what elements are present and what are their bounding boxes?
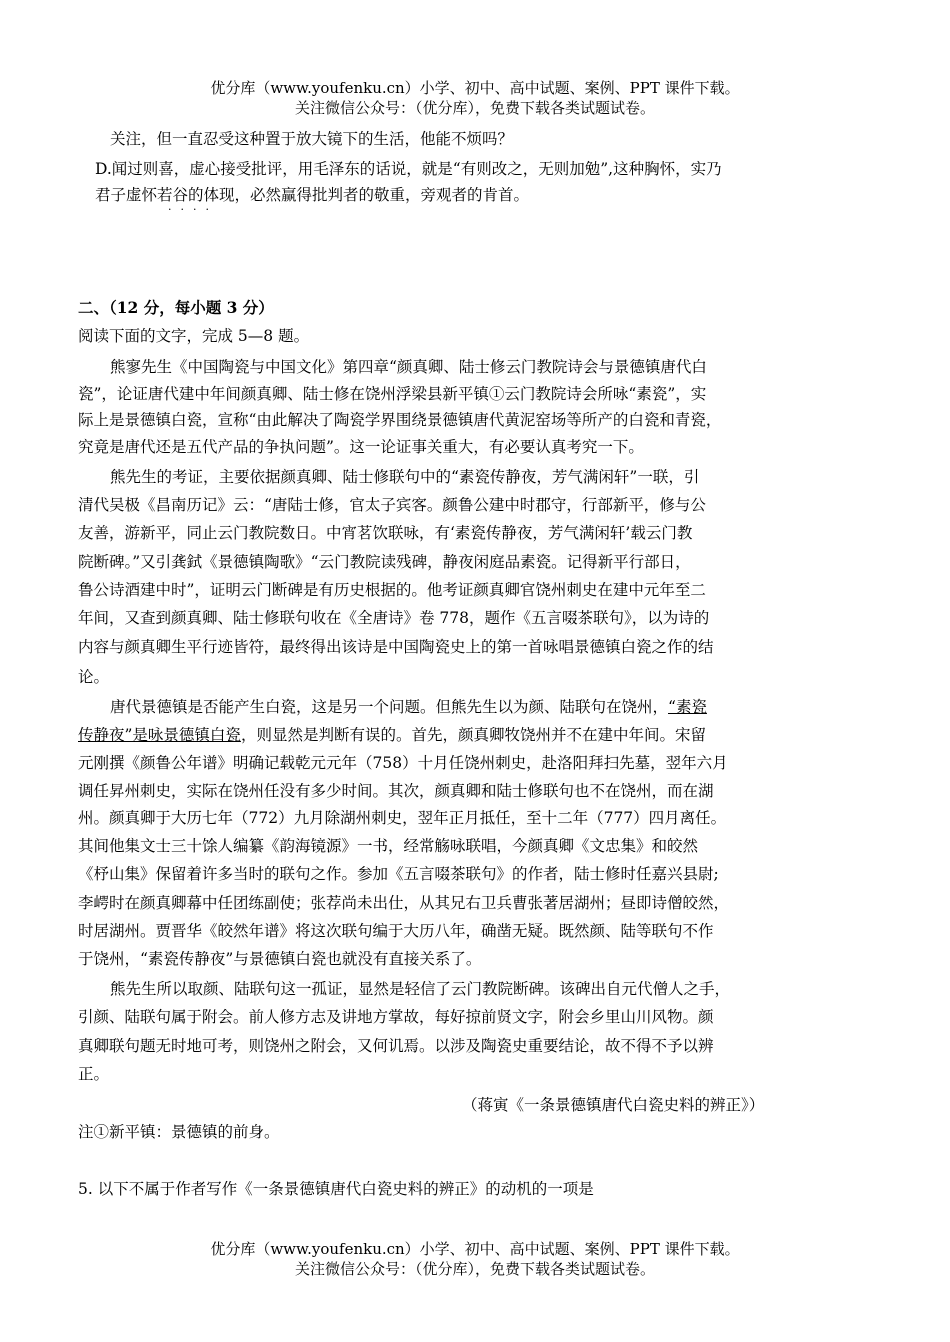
article-paragraph-1-line: 熊寥先生《中国陶瓷与中国文化》第四章“颜真卿、陆士修云门教院诗会与景德镇唐代白 <box>110 358 707 376</box>
article-paragraph-3-line: 其间他集文士三十馀人编纂《韵海镜源》一书，经常觞咏联唱，今颜真卿《文忠集》和皎然 <box>78 837 699 855</box>
article-paragraph-3-line: 元刚撰《颜鲁公年谱》明确记载乾元元年（758）十月任饶州刺史，赴洛阳拜扫先墓，翌年六月 <box>78 754 728 772</box>
article-source: （蒋寅《一条景德镇唐代白瓷史料的辨正》） <box>462 1096 765 1114</box>
option-d-line-1: D.闻过则喜，虚心接受批评，用毛泽东的话说，就是“有则改之，无则加勉”,这种胸怀，实乃 <box>95 160 722 178</box>
article-paragraph-4-line: 引颜、陆联句属于附会。前人修方志及讲地方掌故，每好掠前贤文字，附会乡里山川风物。颜 <box>78 1008 714 1026</box>
article-paragraph-3-line: 时居湖州。贾晋华《皎然年谱》将这次联句编于大历八年，确凿无疑。既然颜、陆等联句不作 <box>78 922 714 940</box>
article-paragraph-1-line: 瓷”，论证唐代建中年间颜真卿、陆士修在饶州浮梁县新平镇①云门教院诗会所咏“素瓷”，实 <box>78 385 707 403</box>
article-paragraph-1-line: 究竟是唐代还是五代产品的争执问题”。这一论证事关重大，有必要认真考究一下。 <box>78 438 644 456</box>
article-paragraph-2-line: 友善，游新平，同止云门教院数日。中宵茗饮联咏，有‘素瓷传静夜，芳气满闲轩’载云门教 <box>78 524 693 542</box>
article-paragraph-2-line: 内容与颜真卿生平行迹皆符，最终得出该诗是中国陶瓷史上的第一首咏唱景德镇白瓷之作的结 <box>78 638 714 656</box>
article-paragraph-3-line: 调任昇州刺史，实际在饶州任没有多少时间。其次，颜真卿和陆士修联句也不在饶州，而在湖 <box>78 782 714 800</box>
article-paragraph-1-line: 际上是景德镇白瓷，宣称“由此解决了陶瓷学界围绕景德镇唐代黄泥窑场等所产的白瓷和青瓷， <box>78 411 722 429</box>
article-paragraph-3-line: 《杼山集》保留着许多当时的联句之作。参加《五言啜茶联句》的作者，陆士修时任嘉兴县尉; <box>78 865 719 883</box>
question-5: 5. 以下不属于作者写作《一条景德镇唐代白瓷史料的辨正》的动机的一项是 <box>78 1180 594 1198</box>
underlined-quote: 传静夜”是咏景德镇白瓷 <box>78 726 241 744</box>
article-paragraph-3-line: 州。颜真卿于大历七年（772）九月除湖州刺史，翌年正月抵任，至十二年（777）四月离任。 <box>78 809 727 827</box>
article-paragraph-4-line: 真卿联句题无时地可考，则饶州之附会，又何讥焉。以涉及陶瓷史重要结论，故不得不予以辨 <box>78 1037 714 1055</box>
previous-option-text: 关注，但一直忍受这种置于放大镜下的生活，他能不烦吗？ <box>110 130 514 148</box>
article-paragraph-2-line: 论。 <box>78 668 110 686</box>
article-paragraph-2-line: 熊先生的考证，主要依据颜真卿、陆士修联句中的“素瓷传静夜，芳气满闲轩”一联，引 <box>110 468 700 486</box>
article-paragraph-3-line: 李崿时在颜真卿幕中任团练副使；张荐尚未出仕，从其兄右卫兵曹张著居湖州；昼即诗僧皎然， <box>78 894 730 912</box>
article-paragraph-4-line: 正。 <box>78 1065 110 1083</box>
paragraph-3-text: 唐代景德镇是否能产生白瓷，这是另一个问题。但熊先生以为颜、陆联句在饶州， <box>110 698 669 716</box>
article-paragraph-2-line: 鲁公诗酒建中时”，证明云门断碑是有历史根据的。他考证颜真卿官饶州刺史在建中元年至二 <box>78 581 706 599</box>
article-paragraph-4-line: 熊先生所以取颜、陆联句这一孤证，显然是轻信了云门教院断碑。该碑出自元代僧人之手， <box>110 980 731 998</box>
article-paragraph-3-line: 于饶州，“素瓷传静夜”与景德镇白瓷也就没有直接关系了。 <box>78 950 482 968</box>
section-instruction: 阅读下面的文字，完成 5—8 题。 <box>78 327 310 345</box>
paragraph-3-text: ，则显然是判断有误的。首先，颜真卿牧饶州并不在建中年间。宋留 <box>240 726 706 744</box>
article-paragraph-2-line: 年间，又查到颜真卿、陆士修联句收在《全唐诗》卷 778，题作《五言啜茶联句》，以为诗的 <box>78 609 710 627</box>
page-header-line-2: 关注微信公众号：（优分库），免费下载各类试题试卷。 <box>294 99 655 117</box>
article-paragraph-3-line <box>78 724 706 746</box>
article-paragraph-2-line: 院断碑。”又引龚鉽《景德镇陶歌》“云门教院读残碑，静夜闲庭品素瓷。记得新平行部日， <box>78 553 691 571</box>
section-heading: 二、（12 分，每小题 3 分） <box>78 298 274 317</box>
underlined-quote: “素瓷 <box>668 698 707 716</box>
page-footer-line-2: 关注微信公众号：（优分库），免费下载各类试题试卷。 <box>294 1260 655 1278</box>
page-header-line-1: 优分库（www.youfenku.cn）小学、初中、高中试题、案例、PPT 课件下载。 <box>210 79 740 97</box>
page-footer-line-1: 优分库（www.youfenku.cn）小学、初中、高中试题、案例、PPT 课件下载。 <box>210 1240 740 1258</box>
footnote: 注①新平镇：景德镇的前身。 <box>78 1123 280 1141</box>
article-paragraph-3-line <box>110 696 707 718</box>
emphasis-dots: ···· <box>168 203 218 216</box>
article-paragraph-2-line: 清代吴极《昌南历记》云：“唐陆士修，官太子宾客。颜鲁公建中时郡守，行部新平，修与公 <box>78 496 706 514</box>
option-d-line-2: 君子虚怀若谷的体现，必然赢得批判者的敬重，旁观者的肯首。 <box>95 186 530 204</box>
